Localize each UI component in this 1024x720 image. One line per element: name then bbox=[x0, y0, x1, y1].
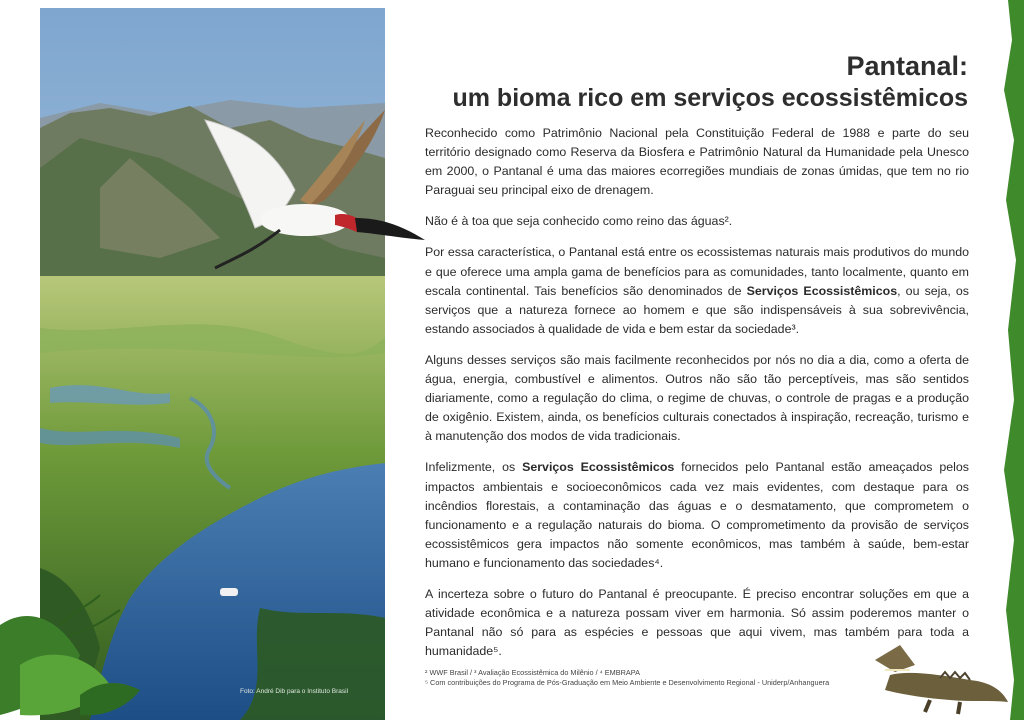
title-line-2: um bioma rico em serviços ecossistêmicos bbox=[452, 84, 968, 112]
article-body bbox=[425, 124, 969, 673]
p3-bold: Serviços Ecossistêmicos bbox=[746, 283, 898, 298]
photo-credit: Foto: André Dib para o Instituto Brasil bbox=[240, 688, 349, 695]
paragraph-6: A incerteza sobre o futuro do Pantanal é preocupante. É preciso encontrar soluções em que a atividade econômica e a natureza possam viver em harmonia. Só assim poderemos manter o Pantanal não só para as espécies e pessoas que aqui vivem, mas também para toda a humanidade⁵. bbox=[425, 586, 969, 659]
paragraph-3 bbox=[425, 243, 969, 338]
p5-text-c: fornecidos pelo Pantanal estão ameaçados pelos impactos ambientais e socioeconômicos cada vez mais evidentes, com destaque para os incêndios florestais, a contaminação das águas e o desmatamento, que comprometem o funcionamento e a regulação naturais do bioma. O comprometimento da provisão de serviços ecossistêmicos gera impactos não somente econômicos, mas também à saúde, bem-estar humano e funcionamento das sociedades⁴. bbox=[425, 460, 969, 570]
jabiru-bird-icon bbox=[185, 100, 430, 280]
footnotes bbox=[425, 668, 829, 688]
page-title bbox=[452, 50, 968, 114]
p5-text-a: Infelizmente, os bbox=[425, 460, 523, 475]
paragraph-2: Não é à toa que seja conhecido como reino das águas². bbox=[425, 214, 733, 229]
p3-text-a: Por essa característica, o Pantanal está entre os ecossistemas naturais mais produtivos do mundo e que oferece uma ampla gama de benefícios para as comunidades, tanto localmente, quanto em escala continental. Tais benefícios são denominados de bbox=[425, 245, 969, 298]
paragraph-5 bbox=[425, 458, 969, 573]
right-leaf-border bbox=[994, 0, 1024, 720]
title-line-1: Pantanal: bbox=[846, 51, 968, 81]
paragraph-4: Alguns desses serviços são mais facilmente reconhecidos por nós no dia a dia, como a oferta de água, energia, combustível e alimentos. Outros não são tão perceptíveis, mas são sentidos diariamente, como a regulação do clima, o regime de chuvas, o controle de pragas e a produção de oxigênio. Existem, ainda, os benefícios culturais conectados à inspiração, recreação, turismo e à manutenção dos modos de vida tradicionais. bbox=[425, 352, 969, 444]
p5-bold: Serviços Ecossistêmicos bbox=[522, 460, 675, 475]
paragraph-1: Reconhecido como Patrimônio Nacional pela Constituição Federal de 1988 e parte do seu território designado como Reserva da Biosfera e Patrimônio Natural da Humanidade pela Unesco em 2000, o Pantanal é uma das maiores ecorregiões mundiais de zonas úmidas, que tem no rio Paraguai seu principal eixo de drenagem. bbox=[425, 126, 969, 198]
tropical-leaves-icon bbox=[0, 585, 150, 720]
p3-text-c: , ou seja, os serviços que a natureza fornece ao homem e que são indispensáveis à sua sobrevivência, estando associados à qualidade de vida e bem estar da sociedade³. bbox=[425, 283, 969, 336]
footnote-line-2: ⁵ Com contribuições do Programa de Pós-Graduação em Meio Ambiente e Desenvolvimento Regional - Uniderp/Anhanguera bbox=[425, 678, 830, 687]
footnote-line-1: ² WWF Brasil / ³ Avaliação Ecossistêmica do Milênio / ⁴ EMBRAPA bbox=[425, 668, 640, 677]
